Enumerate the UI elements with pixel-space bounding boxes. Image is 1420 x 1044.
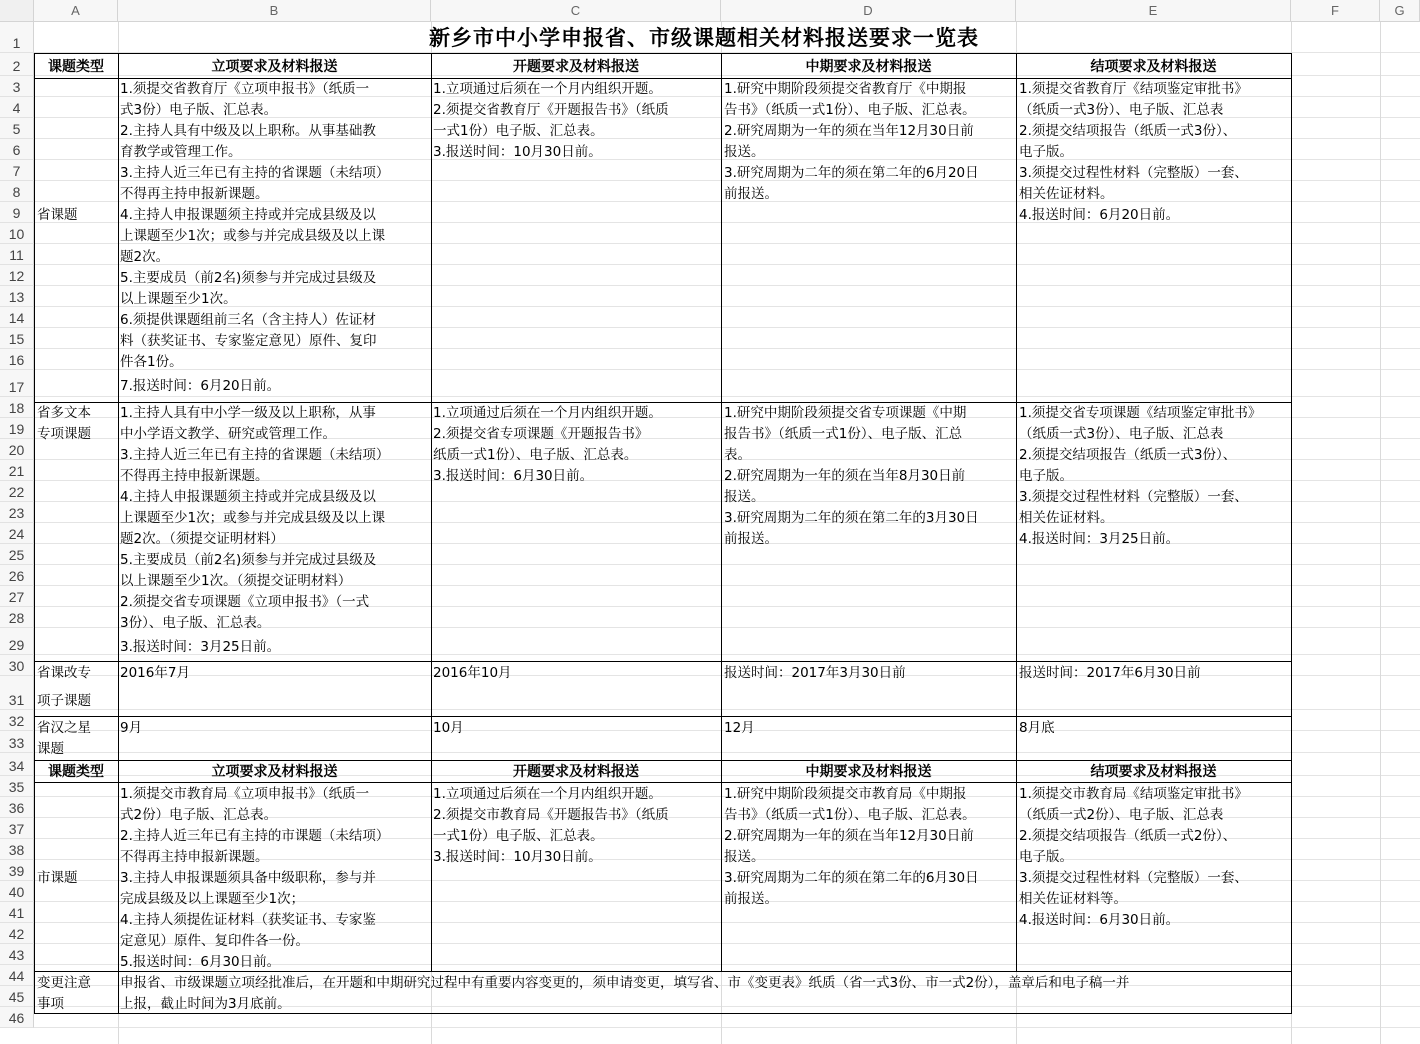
row-header-8[interactable]: 8 [0,181,34,202]
row-header-2[interactable]: 2 [0,53,34,76]
row-header-13[interactable]: 13 [0,286,34,307]
kegai-type-line: 项子课题 [37,693,91,709]
duowen-jiexiang-line: 1.须提交省专项课题《结项鉴定审批书》 [1019,405,1262,421]
change-text-line: 上报，截止时间为3月底前。 [120,996,291,1012]
city-lixiang-line: 4.主持人须提佐证材料（获奖证书、专家鉴 [120,912,376,928]
kegai-kaiti: 2016年10月 [433,665,512,681]
duowen-lixiang-line: 不得再主持申报新课题。 [120,468,269,484]
change-type-line: 变更注意 [37,975,91,991]
hanzhixing-type-line: 省汉之星 [37,720,91,736]
row-header-21[interactable]: 21 [0,460,34,481]
row-header-34[interactable]: 34 [0,753,34,776]
header-type-2: 课题类型 [48,764,104,780]
province-zhongqi-line: 报送。 [724,144,765,160]
city-jiexiang-line: 2.须提交结项报告（纸质一式2份）、 [1019,828,1237,844]
city-jiexiang-line: 电子版。 [1019,849,1073,865]
header-kaiti: 开题要求及材料报送 [513,59,639,75]
province-jiexiang-line: 3.须提交过程性材料（完整版）一套、 [1019,165,1248,181]
header-zhongqi: 中期要求及材料报送 [805,59,932,75]
province-kaiti-line: 一式1份）电子版、汇总表。 [433,123,604,139]
province-zhongqi-line: 2.研究周期为一年的须在当年12月30日前 [724,123,974,139]
row-header-6[interactable]: 6 [0,139,34,160]
duowen-lixiang-line: 2.须提交省专项课题《立项申报书》（一式 [120,594,370,610]
row-header-45[interactable]: 45 [0,986,34,1007]
city-zhongqi-line: 2.研究周期为一年的须在当年12月30日前 [724,828,974,844]
province-jiexiang-line: （纸质一式3份）、电子版、汇总表 [1019,102,1224,118]
duowen-type-line: 省多文本 [37,405,91,421]
duowen-kaiti [433,403,662,487]
province-lixiang [120,79,389,397]
header-zhongqi-2: 中期要求及材料报送 [805,764,932,780]
hanzhixing-type [37,718,91,760]
row-header-39[interactable]: 39 [0,860,34,881]
row-header-35[interactable]: 35 [0,776,34,797]
duowen-jiexiang-line: 2.须提交结项报告（纸质一式3份）、 [1019,447,1237,463]
city-zhongqi-line: 告书》（纸质一式1份）、电子版、汇总表。 [724,807,976,823]
city-jiexiang-line: （纸质一式2份）、电子版、汇总表 [1019,807,1224,823]
city-zhongqi-line: 1.研究中期阶段须提交市教育局《中期报 [724,786,967,802]
province-lixiang-line: 6.须提供课题组前三名（含主持人）佐证材 [120,312,376,328]
change-type [37,973,91,1015]
header-jiexiang-2: 结项要求及材料报送 [1090,764,1217,780]
duowen-lixiang [120,403,389,658]
city-jiexiang-line: 3.须提交过程性材料（完整版）一套、 [1019,870,1248,886]
header-kaiti-2: 开题要求及材料报送 [513,764,639,780]
row-header-20[interactable]: 20 [0,439,34,460]
duowen-zhongqi-line: 1.研究中期阶段须提交省专项课题《中期 [724,405,967,421]
province-jiexiang-line: 相关佐证材料。 [1019,186,1114,202]
city-zhongqi [724,784,979,910]
header-jiexiang: 结项要求及材料报送 [1090,59,1217,75]
row-header-22[interactable]: 22 [0,481,34,502]
row-header-33[interactable]: 33 [0,731,34,753]
row-header-12[interactable]: 12 [0,265,34,286]
city-kaiti [433,784,669,868]
province-kaiti-line: 2.须提交省教育厅《开题报告书》（纸质 [433,102,669,118]
duowen-jiexiang-line: （纸质一式3份）、电子版、汇总表 [1019,426,1224,442]
kegai-jiexiang: 报送时间：2017年6月30日前 [1019,665,1201,681]
row-header-4[interactable]: 4 [0,97,34,118]
duowen-zhongqi-line: 表。 [724,447,751,463]
city-lixiang-line: 3.主持人申报课题须具备中级职称，参与并 [120,870,376,886]
duowen-lixiang-line: 3.主持人近三年已有主持的省课题（未结项） [120,447,390,463]
province-jiexiang-line: 4.报送时间：6月20日前。 [1019,207,1180,223]
row-header-26[interactable]: 26 [0,565,34,586]
province-type: 省课题 [37,207,78,223]
row-header-38[interactable]: 38 [0,839,34,860]
province-lixiang-line: 式3份）电子版、汇总表。 [120,102,278,118]
kegai-zhongqi: 报送时间：2017年3月30日前 [724,665,906,681]
column-header-F[interactable]: F [1291,0,1380,22]
duowen-kaiti-line: 3.报送时间：6月30日前。 [433,468,594,484]
city-kaiti-line: 2.须提交市教育局《开题报告书》（纸质 [433,807,669,823]
city-kaiti-line: 1.立项通过后须在一个月内组织开题。 [433,786,662,802]
province-jiexiang-line: 1.须提交省教育厅《结项鉴定审批书》 [1019,81,1248,97]
row-header-31[interactable]: 31 [0,676,34,710]
change-text [120,973,1129,1015]
row-header-29[interactable]: 29 [0,628,34,655]
row-header-23[interactable]: 23 [0,502,34,523]
column-header-E[interactable]: E [1016,0,1291,22]
province-kaiti-line: 3.报送时间：10月30日前。 [433,144,602,160]
city-type: 市课题 [37,870,78,886]
province-lixiang-line: 2.主持人具有中级及以上职称。从事基础教 [120,123,376,139]
city-jiexiang-line: 1.须提交市教育局《结项鉴定审批书》 [1019,786,1248,802]
row-header-14[interactable]: 14 [0,307,34,328]
duowen-lixiang-line: 4.主持人申报课题须主持或并完成县级及以 [120,489,376,505]
row-header-5[interactable]: 5 [0,118,34,139]
province-kaiti-line: 1.立项通过后须在一个月内组织开题。 [433,81,662,97]
row-header-1[interactable]: 1 [0,22,34,53]
province-lixiang-line: 件各1份。 [120,354,183,370]
province-jiexiang [1019,79,1248,226]
row-header-44[interactable]: 44 [0,965,34,986]
city-lixiang-line: 定意见）原件、复印件各一份。 [120,933,309,949]
header-type: 课题类型 [48,59,104,75]
column-header-G[interactable]: G [1380,0,1420,22]
change-type-line: 事项 [37,996,64,1012]
row-header-15[interactable]: 15 [0,328,34,349]
province-jiexiang-line: 电子版。 [1019,144,1073,160]
duowen-jiexiang-line: 相关佐证材料。 [1019,510,1114,526]
row-header-40[interactable]: 40 [0,881,34,902]
row-header-18[interactable]: 18 [0,397,34,418]
city-jiexiang-line: 相关佐证材料等。 [1019,891,1127,907]
province-lixiang-line: 3.主持人近三年已有主持的省课题（未结项） [120,165,390,181]
row-header-9[interactable]: 9 [0,202,34,223]
kegai-type [37,663,91,711]
kegai-type-line: 省课改专 [37,665,91,681]
duowen-lixiang-line: 3.报送时间：3月25日前。 [120,639,281,655]
province-lixiang-line: 不得再主持申报新课题。 [120,186,269,202]
row-header-46[interactable]: 46 [0,1007,34,1028]
row-header-10[interactable]: 10 [0,223,34,244]
duowen-zhongqi-line: 报告书》（纸质一式1份）、电子版、汇总 [724,426,963,442]
city-lixiang-line: 式2份）电子版、汇总表。 [120,807,278,823]
header-lixiang: 立项要求及材料报送 [211,59,338,75]
row-header-3[interactable]: 3 [0,76,34,97]
city-lixiang-line: 2.主持人近三年已有主持的市课题（未结项） [120,828,390,844]
row-header-42[interactable]: 42 [0,923,34,944]
row-header-30[interactable]: 30 [0,655,34,676]
city-lixiang-line: 5.报送时间：6月30日前。 [120,954,281,970]
province-zhongqi-line: 告书》（纸质一式1份）、电子版、汇总表。 [724,102,976,118]
duowen-jiexiang-line: 电子版。 [1019,468,1073,484]
province-lixiang-line: 料（获奖证书、专家鉴定意见）原件、复印 [120,333,377,349]
duowen-type-line: 专项课题 [37,426,91,442]
row-header-25[interactable]: 25 [0,544,34,565]
city-lixiang-line: 不得再主持申报新课题。 [120,849,269,865]
province-lixiang-line: 上课题至少1次；或参与并完成县级及以上课 [120,228,386,244]
row-header-17[interactable]: 17 [0,370,34,397]
province-lixiang-line: 以上课题至少1次。 [120,291,237,307]
province-lixiang-line: 题2次。 [120,249,170,265]
city-kaiti-line: 3.报送时间：10月30日前。 [433,849,602,865]
duowen-kaiti-line: 纸质一式1份）、电子版、汇总表。 [433,447,638,463]
city-zhongqi-line: 报送。 [724,849,765,865]
column-header-A[interactable]: A [34,0,118,22]
duowen-zhongqi-line: 报送。 [724,489,765,505]
province-jiexiang-line: 2.须提交结项报告（纸质一式3份）、 [1019,123,1237,139]
province-lixiang-line: 5.主要成员（前2名)须参与并完成过县级及 [120,270,377,286]
row-header-32[interactable]: 32 [0,710,34,731]
hanzhixing-zhongqi: 12月 [724,720,755,736]
hanzhixing-type-line: 课题 [37,741,64,757]
row-header-7[interactable]: 7 [0,160,34,181]
duowen-lixiang-line: 3份）、电子版、汇总表。 [120,615,271,631]
province-zhongqi-line: 3.研究周期为二年的须在第二年的6月20日 [724,165,979,181]
duowen-zhongqi-line: 3.研究周期为二年的须在第二年的3月30日 [724,510,979,526]
column-header-B[interactable]: B [118,0,431,22]
column-header-C[interactable]: C [431,0,721,22]
duowen-type [37,403,91,445]
sheet-title: 新乡市中小学申报省、市级课题相关材料报送要求一览表 [429,26,979,50]
province-zhongqi-line: 前报送。 [724,186,778,202]
province-lixiang-line: 7.报送时间：6月20日前。 [120,378,281,394]
city-lixiang [120,784,389,973]
duowen-lixiang-line: 5.主要成员（前2名)须参与并完成过县级及 [120,552,377,568]
province-lixiang-line: 育教学或管理工作。 [120,144,242,160]
city-lixiang-line: 完成县级及以上课题至少1次； [120,891,305,907]
row-header-43[interactable]: 43 [0,944,34,965]
duowen-kaiti-line: 1.立项通过后须在一个月内组织开题。 [433,405,662,421]
duowen-jiexiang-line: 4.报送时间：3月25日前。 [1019,531,1180,547]
duowen-jiexiang [1019,403,1261,550]
city-lixiang-line: 1.须提交市教育局《立项申报书》（纸质一 [120,786,370,802]
change-text-line: 申报省、市级课题立项经批准后，在开题和中期研究过程中有重要内容变更的，须申请变更，填写省、市《变更表》纸质（省一式3份、市一式2份），盖章后和电子稿一并 [120,975,1130,991]
city-zhongqi-line: 前报送。 [724,891,778,907]
city-jiexiang [1019,784,1248,931]
province-zhongqi [724,79,979,205]
row-header-16[interactable]: 16 [0,349,34,370]
row-header-37[interactable]: 37 [0,818,34,839]
row-header-41[interactable]: 41 [0,902,34,923]
duowen-zhongqi [724,403,979,550]
row-header-24[interactable]: 24 [0,523,34,544]
province-lixiang-line: 1.须提交省教育厅《立项申报书》（纸质一 [120,81,370,97]
column-header-D[interactable]: D [721,0,1016,22]
duowen-lixiang-line: 题2次。（须提交证明材料） [120,531,284,547]
header-lixiang-2: 立项要求及材料报送 [211,764,338,780]
duowen-jiexiang-line: 3.须提交过程性材料（完整版）一套、 [1019,489,1248,505]
duowen-zhongqi-line: 前报送。 [724,531,778,547]
row-header-11[interactable]: 11 [0,244,34,265]
duowen-zhongqi-line: 2.研究周期为一年的须在当年8月30日前 [724,468,966,484]
province-kaiti [433,79,669,163]
city-zhongqi-line: 3.研究周期为二年的须在第二年的6月30日 [724,870,979,886]
hanzhixing-kaiti: 10月 [433,720,464,736]
hanzhixing-jiexiang: 8月底 [1019,720,1055,736]
row-header-28[interactable]: 28 [0,607,34,628]
row-header-36[interactable]: 36 [0,797,34,818]
province-zhongqi-line: 1.研究中期阶段须提交省教育厅《中期报 [724,81,967,97]
duowen-lixiang-line: 1.主持人具有中小学一级及以上职称，从事 [120,405,376,421]
kegai-lixiang: 2016年7月 [120,665,190,681]
duowen-kaiti-line: 2.须提交省专项课题《开题报告书》 [433,426,649,442]
duowen-lixiang-line: 以上课题至少1次。（须提交证明材料） [120,573,352,589]
city-jiexiang-line: 4.报送时间：6月30日前。 [1019,912,1180,928]
duowen-lixiang-line: 上课题至少1次；或参与并完成县级及以上课 [120,510,386,526]
select-all-corner[interactable] [0,0,34,22]
row-header-19[interactable]: 19 [0,418,34,439]
row-header-27[interactable]: 27 [0,586,34,607]
duowen-lixiang-line: 中小学语文教学、研究或管理工作。 [120,426,336,442]
city-kaiti-line: 一式1份）电子版、汇总表。 [433,828,604,844]
hanzhixing-lixiang: 9月 [120,720,143,736]
province-lixiang-line: 4.主持人申报课题须主持或并完成县级及以 [120,207,376,223]
